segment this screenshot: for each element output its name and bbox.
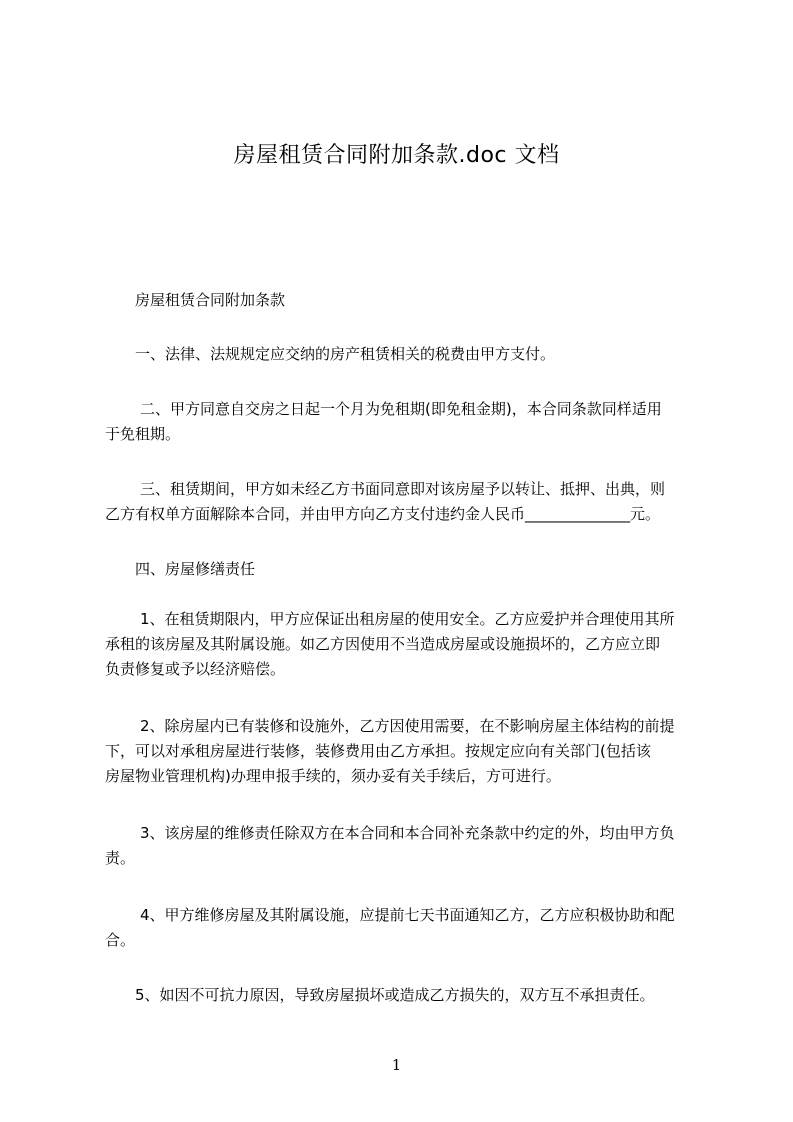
- clause-4-heading: [135, 557, 737, 582]
- text-line: 一、法律、法规规定应交纳的房产租赁相关的税费由甲方支付。: [135, 345, 556, 363]
- text-line: 1、在租赁期限内，甲方应保证出租房屋的使用安全。乙方应爱护并合理使用其所: [140, 610, 675, 628]
- text-line: 5、如因不可抗力原因，导致房屋损坏或造成乙方损失的，双方互不承担责任。: [135, 986, 655, 1004]
- text-line: 四、房屋修缮责任: [135, 560, 256, 578]
- clause-1: [135, 342, 737, 367]
- text-line: 2、除房屋内已有装修和设施外，乙方因使用需要，在不影响房屋主体结构的前提: [140, 717, 675, 735]
- page-number: 1: [391, 1056, 402, 1074]
- text-line: 乙方有权单方面解除本合同，并由甲方向乙方支付违约金人民币______________元。: [105, 505, 661, 523]
- text-line: 负责修复或予以经济赔偿。: [105, 660, 286, 678]
- text-line: 3、该房屋的维修责任除双方在本合同和本合同补充条款中约定的外，均由甲方负: [140, 824, 675, 842]
- section-heading: [135, 288, 737, 313]
- document-title: 房屋租赁合同附加条款.doc 文档: [233, 143, 560, 168]
- text-line: 4、甲方维修房屋及其附属设施，应提前七天书面通知乙方，乙方应积极协助和配: [140, 906, 675, 924]
- item-1: [105, 607, 707, 682]
- item-4: [105, 903, 707, 953]
- text-line: 下，可以对承租房屋进行装修，装修费用由乙方承担。按规定应向有关部门(包括该: [105, 742, 651, 760]
- item-3: [105, 821, 707, 871]
- text-line: 合。: [105, 931, 136, 949]
- item-5: [135, 983, 737, 1008]
- text-line: 于免租期。: [105, 425, 181, 443]
- text-line: 承租的该房屋及其附属设施。如乙方因使用不当造成房屋或设施损坏的，乙方应立即: [105, 635, 661, 653]
- text-line: 房屋物业管理机构)办理申报手续的，须办妥有关手续后，方可进行。: [105, 767, 561, 785]
- clause-2: [105, 397, 707, 447]
- text-line: 房屋租赁合同附加条款: [135, 291, 286, 309]
- text-line: 二、甲方同意自交房之日起一个月为免租期(即免租金期)，本合同条款同样适用: [140, 400, 662, 418]
- text-line: 责。: [105, 849, 136, 867]
- clause-3: [105, 477, 707, 527]
- item-2: [105, 714, 707, 789]
- text-line: 三、租赁期间，甲方如未经乙方书面同意即对该房屋予以转让、抵押、出典，则: [140, 480, 666, 498]
